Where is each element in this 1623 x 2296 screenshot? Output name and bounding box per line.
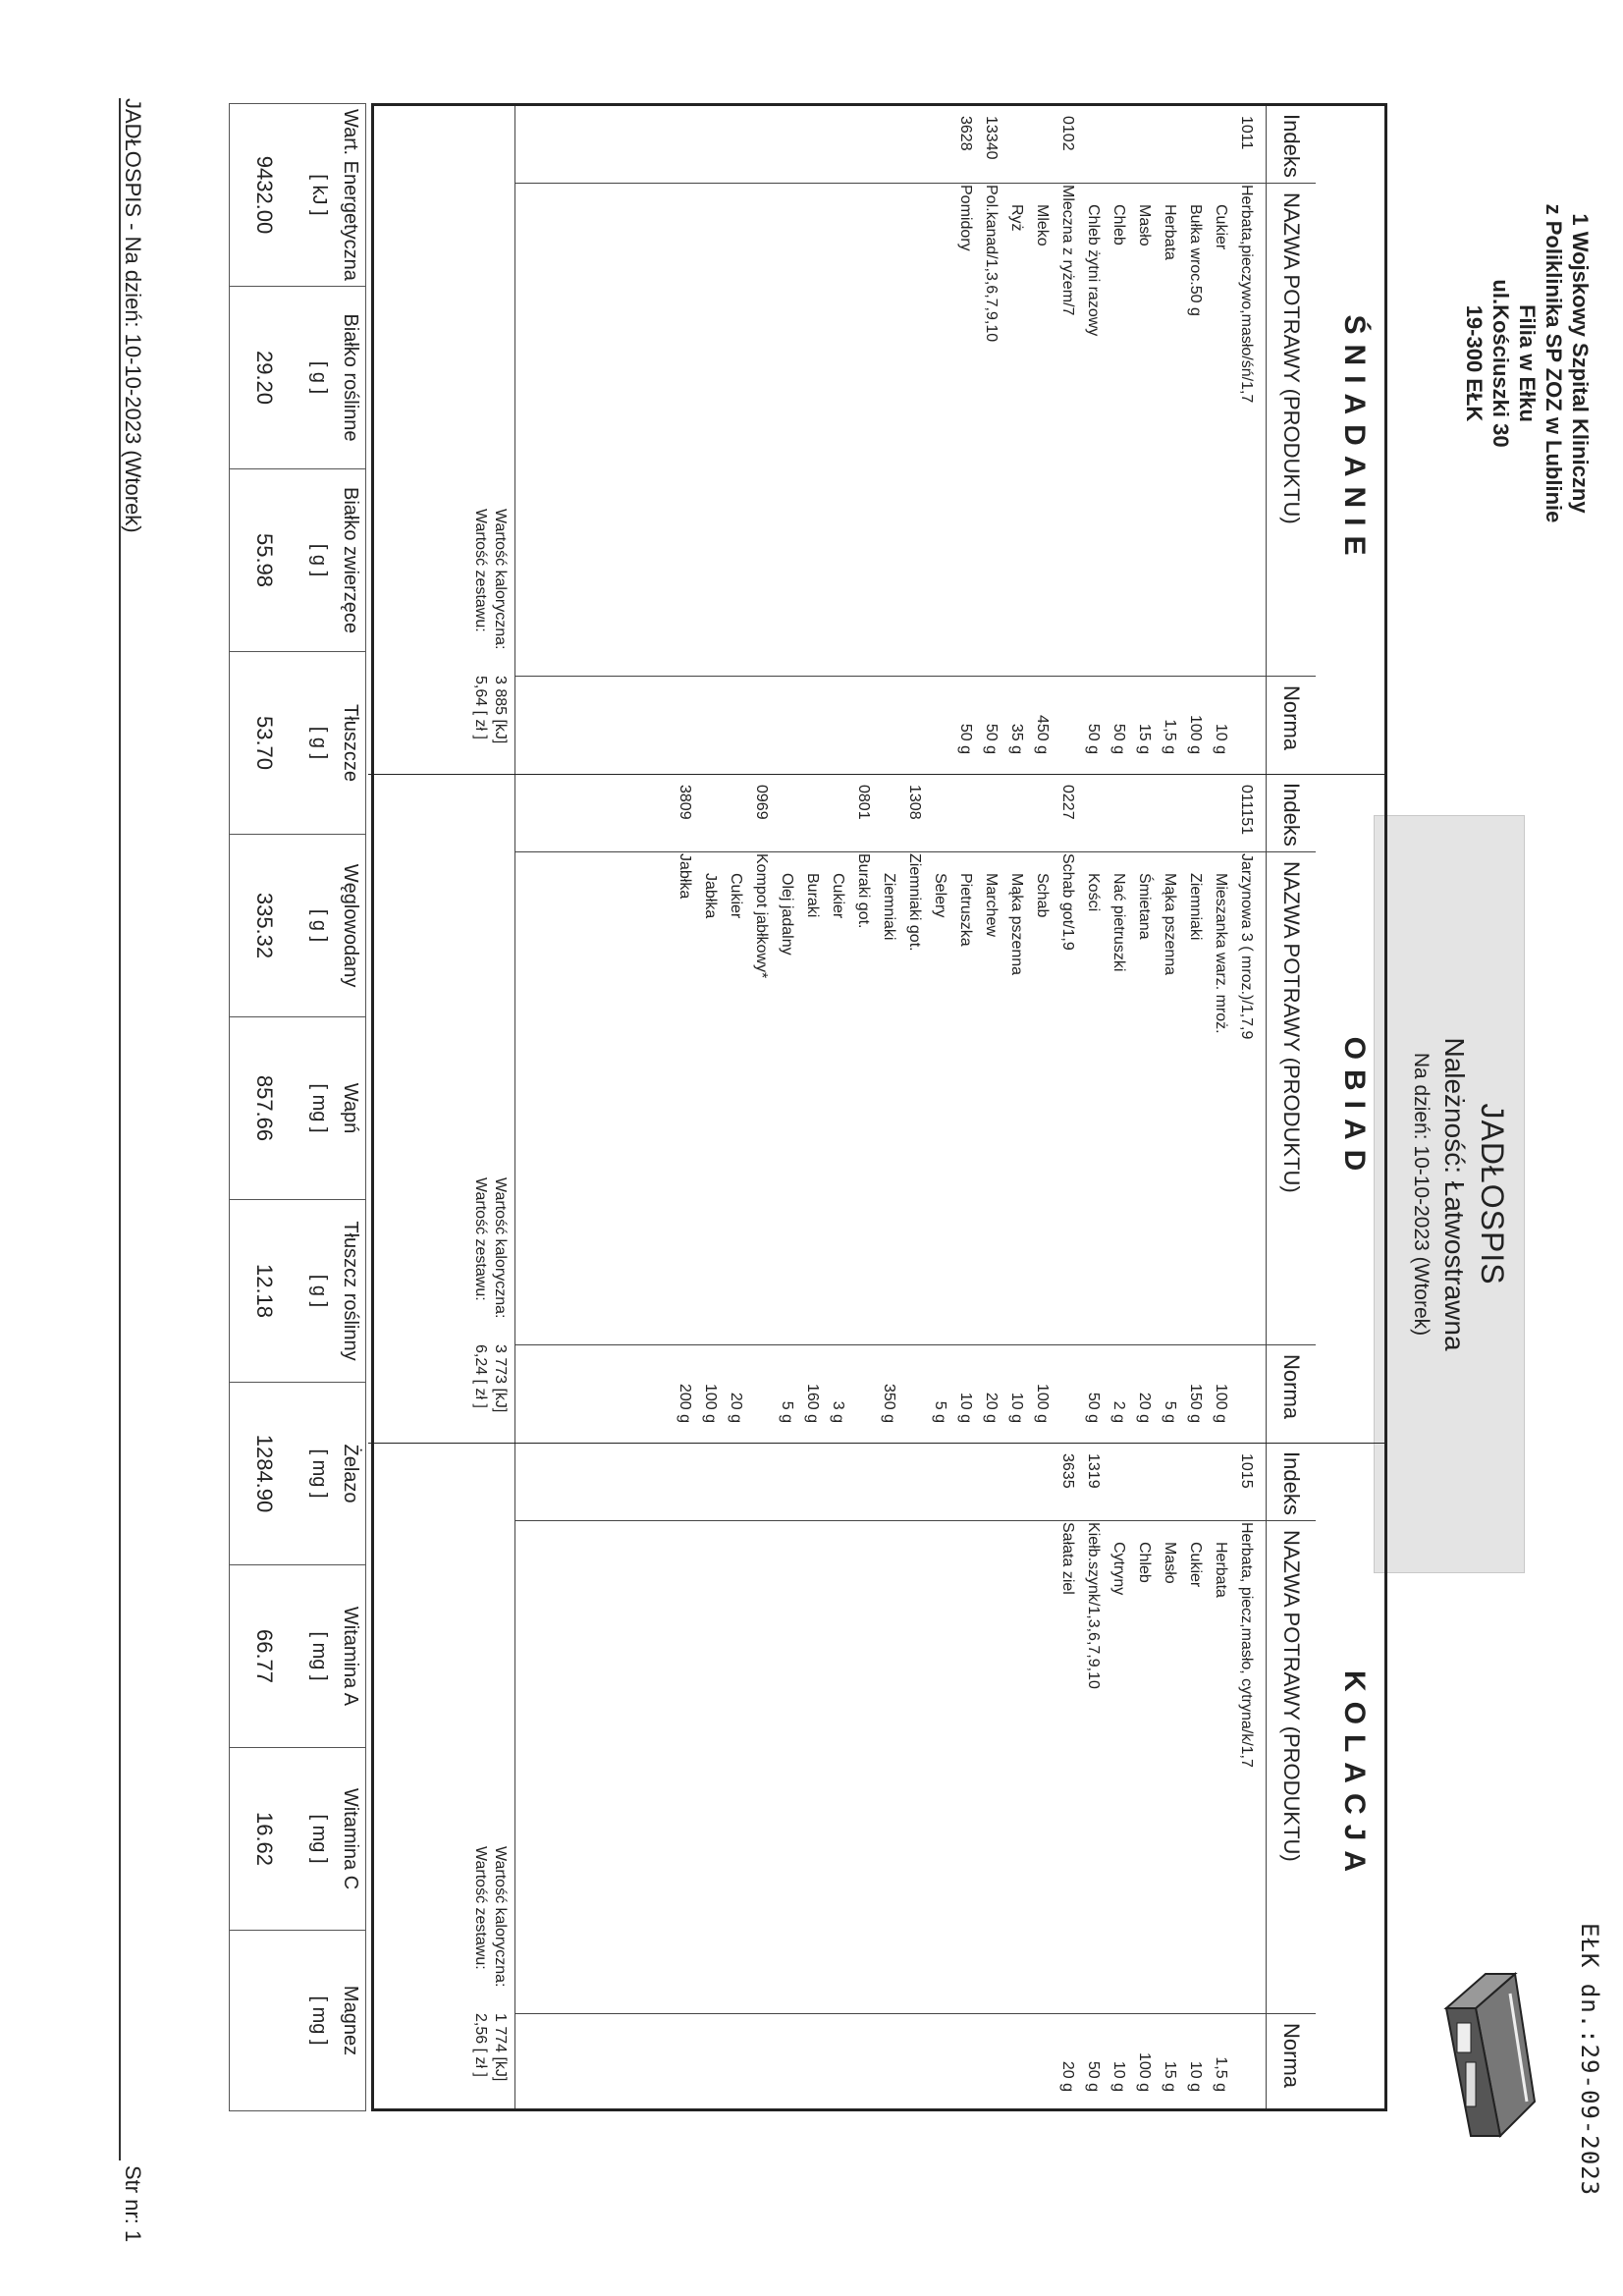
breakfast-calorie-value: 3 885 [kJ] [492,676,509,744]
breakfast-calorie-label: Wartość kaloryczna: [492,509,509,650]
breakfast-set-label: Wartość zestawu: [472,509,489,632]
lunch-norm-header: Norma [1279,1354,1304,1420]
list-item: Masło [1162,1542,1178,1584]
list-item: Herbata [1162,204,1178,260]
list-item: Nać pietruszki [1110,873,1127,972]
printer-icon [1436,1954,1554,2141]
amount: 100 g [1187,714,1204,754]
nutrition-cell: Magnez [ mg ] [308,1985,361,2056]
institution-line-5: 19-300 EŁK [1462,304,1487,422]
list-item: 3635Sałata ziel [1059,1453,1076,1595]
amount: 20 g [1059,2060,1076,2092]
list-item: Chleb [1136,1542,1153,1583]
amount: 50 g [1085,2060,1102,2092]
list-item: 0227Schab got/1,9 [1059,785,1076,951]
document-title: JADŁOSPIS [1475,1103,1510,1285]
list-item: 0969Kompot jabłkowy* [753,785,770,979]
amount: 100 g [1034,1383,1051,1423]
amount: 3 g [830,1400,846,1423]
amount: 350 g [881,1383,897,1423]
amount: 50 g [957,723,974,754]
list-item: Olej jadalny [779,873,795,956]
institution-line-4: ul.Kościuszki 30 [1488,279,1513,448]
page-number: Str nr: 1 [121,2165,145,2243]
amount: 50 g [1085,723,1102,754]
dinner-set-label: Wartość zestawu: [472,1846,489,1970]
meal-breakfast [374,106,1384,774]
list-item: Ryż [1008,204,1025,232]
amount: 10 g [1187,2060,1204,2092]
list-item: 1319Kiełb.szynk/1,3,6,7,9,10 [1085,1453,1102,1689]
lunch-set-value: 6,24 [ zł ] [472,1344,489,1408]
dinner-index-header: Indeks [1279,1451,1304,1515]
breakfast-set-value: 5,64 [ zł ] [472,676,489,739]
amount: 5 g [932,1400,948,1423]
list-item: Buraki [804,873,821,918]
nutrition-cell: Białko roślinne [ g ] 29.20 [230,287,365,469]
nutrition-cell: Wart. Energetyczna [ kJ ] 9432.00 [230,104,365,287]
nutrition-cell: Tłuszcz roślinny [ g ] 12.18 [230,1200,365,1383]
lunch-set-label: Wartość zestawu: [472,1177,489,1301]
amount: 10 g [957,1392,974,1423]
nutrition-cell: Witamina A [ mg ] 66.77 [230,1565,365,1748]
list-item: 3628Pomidory [957,116,974,251]
list-item: Mąka pszenna [1162,873,1178,976]
lunch-title: OBIAD [1338,1036,1371,1181]
nutrition-cell: Węglowodany [ g ] 335.32 [230,835,365,1017]
amount: 5 g [1162,1400,1178,1423]
amount: 35 g [1008,723,1025,754]
amount: 10 g [1008,1392,1025,1423]
amount: 150 g [1187,1383,1204,1423]
amount: 160 g [804,1383,821,1423]
amount: 50 g [1085,1392,1102,1423]
list-item: 1015Herbata, piecz,masło, cytryna/k/1,7 [1238,1453,1255,1768]
list-item: 0801Buraki got. [855,785,872,929]
lunch-calorie-value: 3 773 [kJ] [492,1344,509,1413]
meal-dinner [374,1444,1384,2108]
lunch-calorie-label: Wartość kaloryczna: [492,1177,509,1319]
list-item: Herbata [1213,1542,1229,1598]
amount: 15 g [1162,2060,1178,2092]
list-item: 1308Ziemniaki got. [906,785,923,952]
nutrition-cell: Tłuszcze [ g ] 53.70 [230,652,365,835]
meal-lunch [374,775,1384,1443]
menu-date: Na dzień: 10-10-2023 (Wtorek) [1410,1052,1433,1337]
list-item: Cukier [830,873,846,919]
list-item: Mąka pszenna [1008,873,1025,976]
amount: 5 g [779,1400,795,1423]
list-item: Schab [1034,873,1051,918]
list-item: 011151Jarzynowa 3 ( mroz.)/1,7,9 [1238,785,1255,1040]
list-item: Masło [1136,204,1153,246]
list-item: Cukier [1213,204,1229,250]
diet-type: Należność: Łatwostrawna [1439,1037,1470,1351]
dinner-title: KOLACJA [1338,1669,1371,1882]
list-item: Ziemniaki [1187,873,1204,941]
lunch-index-header: Indeks [1279,783,1304,847]
institution-line-2: z Poliklinika SP ZOZ w Lublinie [1542,203,1566,523]
amount: 1,5 g [1162,719,1178,754]
list-item: 1011Herbata,pieczywo,masło/śń/1,7 [1238,116,1255,404]
list-item: Pietruszka [957,873,974,947]
list-item: Bułka wroc.50 g [1187,204,1204,316]
amount: 100 g [702,1383,719,1423]
dinner-name-header: NAZWA POTRAWY (PRODUKTU) [1279,1530,1304,1862]
amount: 200 g [676,1383,693,1423]
list-item: Kości [1085,873,1102,912]
list-item: Śmietana [1136,873,1153,940]
list-item: Ziemniaki [881,873,897,941]
amount: 20 g [1136,1392,1153,1423]
breakfast-norm-header: Norma [1279,685,1304,751]
footer-rule [119,98,121,2160]
institution-line-3: Filia w Ełku [1515,304,1540,422]
title-box [1374,815,1525,1573]
amount: 50 g [1110,723,1127,754]
amount: 100 g [1213,1383,1229,1423]
print-date: EŁK dn.:29-09-2023 [1576,1923,1603,2197]
amount: 10 g [1213,723,1229,754]
list-item: Mleko [1034,204,1051,246]
amount: 20 g [983,1392,1000,1423]
amount: 1,5 g [1213,2056,1229,2092]
dinner-calorie-value: 1 774 [kJ] [492,2013,509,2082]
lunch-name-header: NAZWA POTRAWY (PRODUKTU) [1279,861,1304,1193]
breakfast-title: ŚNIADANIE [1338,314,1371,566]
list-item: 3809Jabłka [676,785,693,900]
list-item: Marchew [983,873,1000,937]
nutrition-cell: Żelazo [ mg ] 1284.90 [230,1383,365,1565]
amount: 2 g [1110,1400,1127,1423]
list-item: Cytryny [1110,1542,1127,1596]
amount: 10 g [1110,2060,1127,2092]
nutrition-cell: Wapń [ mg ] 857.66 [230,1017,365,1200]
list-item: 13340Pol.kanad/1,3,6,7,9,10 [983,116,1000,343]
list-item: Chleb żytni razowy [1085,204,1102,337]
list-item: Cukier [728,873,744,919]
nutrition-cell: Witamina C [ mg ] 16.62 [230,1748,365,1931]
amount: 450 g [1034,714,1051,754]
breakfast-index-header: Indeks [1279,114,1304,178]
list-item: Cukier [1187,1542,1204,1588]
nutrition-summary [229,103,366,2111]
list-item: Chleb [1110,204,1127,246]
dinner-set-value: 2,56 [ zł ] [472,2013,489,2077]
nutrition-cell: Białko zwierzęce [ g ] 55.98 [230,469,365,652]
breakfast-name-header: NAZWA POTRAWY (PRODUKTU) [1279,192,1304,524]
footer-text: JADŁOSPIS - Na dzień: 10-10-2023 (Wtorek) [121,98,145,533]
amount: 100 g [1136,2051,1153,2092]
list-item: Mieszanka warz. mroż. [1213,873,1229,1034]
amount: 20 g [728,1392,744,1423]
list-item: 0102Mleczna z ryżem/7 [1059,116,1076,316]
amount: 15 g [1136,723,1153,754]
dinner-calorie-label: Wartość kaloryczna: [492,1846,509,1988]
institution-line-1: 1 Wojskowy Szpital Kliniczny [1568,213,1593,514]
menu-table [371,103,1387,2111]
dinner-norm-header: Norma [1279,2023,1304,2089]
list-item: Jabłka [702,873,719,919]
amount: 50 g [983,723,1000,754]
institution-header [1461,147,1594,579]
list-item: Selery [932,873,948,918]
